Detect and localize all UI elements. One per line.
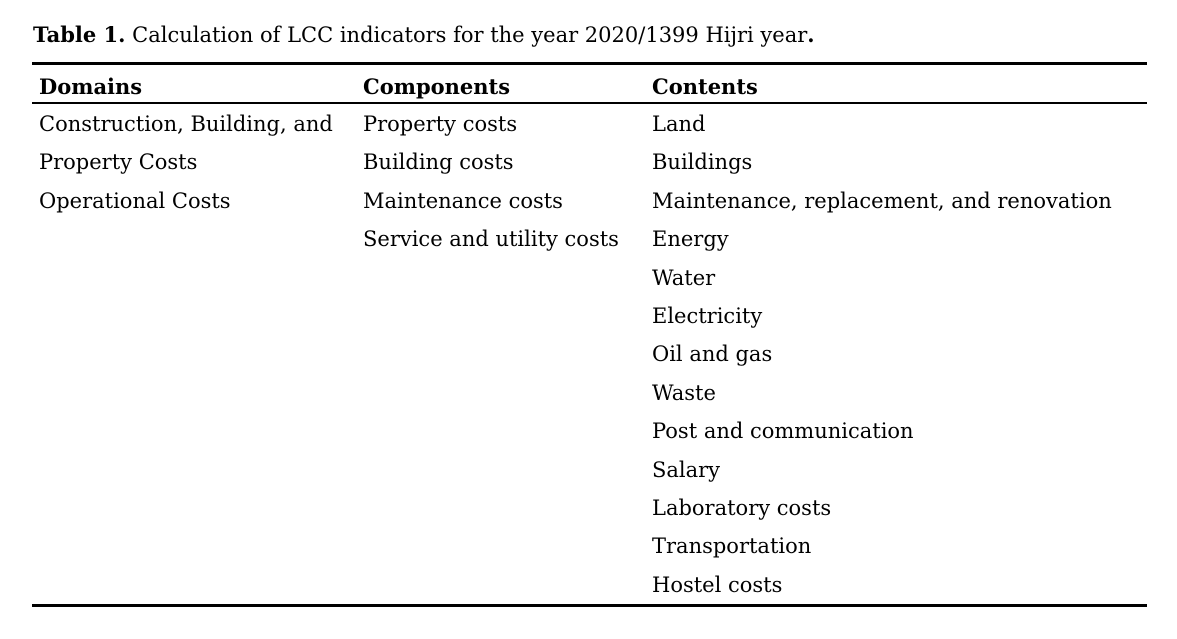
- table-cell-content: Water: [652, 265, 716, 290]
- table-cell-domain: [32, 374, 356, 412]
- table-cell-component: [356, 412, 645, 450]
- table-row: [32, 220, 1147, 258]
- column-header-contents: Contents: [645, 64, 1147, 104]
- table-cell-component: [356, 374, 645, 412]
- table-row: [32, 489, 1147, 527]
- table-row: [32, 297, 1147, 335]
- table-row: [32, 103, 1147, 143]
- table-cell-domain: [32, 451, 356, 489]
- table-cell-domain: [32, 489, 356, 527]
- table-header-row: [32, 64, 1147, 104]
- table-cell-domain: [32, 335, 356, 373]
- table-cell-content: Waste: [652, 380, 716, 405]
- table-caption-text: Calculation of LCC indicators for the year 2020/1399 Hijri year: [125, 23, 808, 47]
- table-cell-domain: [32, 412, 356, 450]
- table-cell-content: Post and communication: [652, 419, 914, 444]
- table-cell-component: Property costs: [363, 112, 518, 136]
- table-cell-content: Electricity: [652, 304, 763, 329]
- table-cell-component: [356, 489, 645, 527]
- table-cell-content: Energy: [652, 227, 729, 252]
- table-cell-component: [356, 451, 645, 489]
- table-row: [32, 566, 1147, 606]
- table-cell-content: Laboratory costs: [652, 496, 832, 521]
- table-cell-component: Maintenance costs: [363, 188, 563, 213]
- lcc-indicators-table: [32, 62, 1147, 607]
- table-cell-component: [356, 297, 645, 335]
- table-row: [32, 143, 1147, 181]
- table-cell-domain: [32, 566, 356, 606]
- table-cell-component: [356, 527, 645, 565]
- table-row: [32, 335, 1147, 373]
- table-cell-domain: [32, 259, 356, 297]
- table-row: [32, 374, 1147, 412]
- table-cell-component: [356, 566, 645, 606]
- table-cell-content: Buildings: [652, 150, 753, 175]
- table-cell-domain: [32, 220, 356, 258]
- table-cell-content: Maintenance, replacement, and renovation: [652, 188, 1112, 213]
- column-header-components: Components: [356, 64, 645, 104]
- table-row: [32, 182, 1147, 220]
- table-cell-domain: [32, 527, 356, 565]
- table-cell-component: Building costs: [363, 150, 514, 175]
- table-row: [32, 412, 1147, 450]
- table-cell-component: Service and utility costs: [363, 227, 619, 252]
- table-row: [32, 451, 1147, 489]
- table-cell-content: Salary: [652, 457, 721, 482]
- table-cell-domain: Construction, Building, and: [39, 112, 333, 136]
- table-cell-domain: [32, 297, 356, 335]
- table-cell-content: Oil and gas: [652, 342, 773, 367]
- table-row: [32, 259, 1147, 297]
- table-cell-content: Hostel costs: [652, 572, 783, 597]
- column-header-domains: Domains: [32, 64, 356, 104]
- table-caption-label: Table 1.: [33, 22, 126, 47]
- table-row: [32, 527, 1147, 565]
- table-cell-content: Land: [652, 112, 706, 136]
- table-caption-period: .: [807, 22, 815, 47]
- table-cell-component: [356, 335, 645, 373]
- table-cell-content: Transportation: [652, 534, 812, 559]
- table-cell-component: [356, 259, 645, 297]
- table-cell-domain: Operational Costs: [39, 188, 231, 213]
- table-cell-domain: Property Costs: [39, 150, 198, 175]
- table-caption: [33, 22, 815, 48]
